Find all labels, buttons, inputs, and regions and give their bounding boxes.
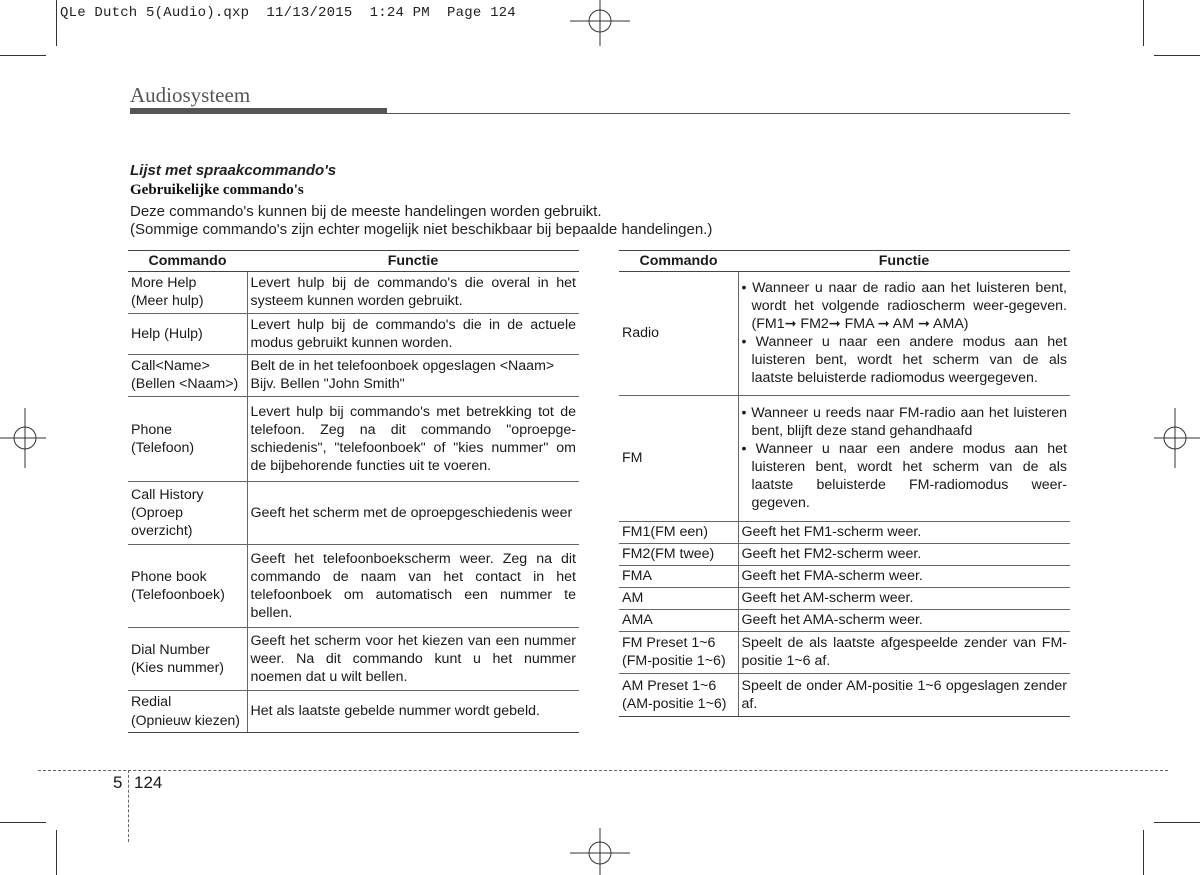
crop-mark-top-right-h (1154, 55, 1200, 56)
crop-mark-top-left-h (0, 55, 46, 56)
command-name: Call History (131, 486, 204, 503)
command-translation: (Meer hulp) (131, 293, 204, 309)
command-cell (619, 272, 738, 396)
command-name: FM Preset 1~6 (622, 635, 716, 651)
command-cell (128, 545, 247, 628)
left-command-table (128, 250, 579, 733)
command-cell (619, 566, 738, 588)
command-cell (619, 522, 738, 544)
section-title: Audiosysteem (130, 83, 251, 107)
function-cell: Speelt de als laatste afgespeelde zender van FM-positie 1~6 af. (738, 632, 1070, 674)
function-cell: Geeft het telefoonboekscherm weer. Zeg na dit commando de naam van het contact in het telefoonboek om automatisch een nummer te bellen. (247, 545, 579, 628)
command-name: AM (622, 590, 644, 606)
command-name: FM1(FM een) (622, 524, 708, 540)
table-row (128, 314, 579, 355)
command-translation: (Bellen <Naam>) (131, 376, 239, 392)
header-rule-thin (387, 113, 1070, 114)
table-row (619, 272, 1070, 396)
command-translation: (Kies nummer) (131, 659, 225, 676)
command-translation: (Telefoonboek) (131, 586, 225, 603)
command-cell (128, 355, 247, 397)
crop-mark-top-right-v (1143, 0, 1144, 46)
column-header-functie: Functie (247, 251, 579, 272)
command-translation: (Telefoon) (131, 439, 195, 456)
table-row (619, 522, 1070, 544)
function-cell (738, 396, 1070, 522)
table-row (128, 272, 579, 314)
table-row (619, 610, 1070, 632)
command-name: FM2(FM twee) (622, 546, 715, 562)
function-cell: Levert hulp bij de commando's die in de actuele modus gebruikt kunnen worden. (247, 314, 579, 355)
function-cell: Geeft het AMA-scherm weer. (738, 610, 1070, 632)
command-cell (128, 482, 247, 545)
section-number: 5 (113, 773, 123, 792)
table-row (619, 544, 1070, 566)
command-cell (619, 674, 738, 717)
intro-line-2: (Sommige commando's zijn echter mogelijk niet beschikbaar bij bepaalde handelingen.) (130, 221, 713, 238)
table-row (619, 674, 1070, 717)
bullet-item: • Wanneer u naar de radio aan het luisteren bent, wordt het volgende radioscherm weer-gegeven. (FM1➞ FM2➞ FMA ➞ AM ➞ AMA) (741, 280, 1067, 332)
command-cell (128, 272, 247, 314)
crop-mark-top-left-v (56, 0, 57, 46)
command-cell (128, 397, 247, 482)
command-cell (128, 628, 247, 691)
function-cell: Geeft het FMA-scherm weer. (738, 566, 1070, 588)
crop-mark-bottom-left-v (56, 830, 57, 875)
table-row (128, 691, 579, 733)
bullet-item: • Wanneer u naar een andere modus aan het luisteren bent, wordt het scherm van de als laatste beluisterde FM-radiomodus weer-gegeven. (741, 441, 1067, 511)
function-cell: Geeft het FM2-scherm weer. (738, 544, 1070, 566)
subtitle: Lijst met spraakcommando's (130, 162, 337, 179)
command-name: Call<Name> (131, 358, 210, 374)
command-name: FM (622, 450, 643, 466)
command-name: Help (Hulp) (131, 325, 203, 342)
table-row (619, 632, 1070, 674)
function-cell: Levert hulp bij de commando's die overal in het systeem kunnen worden gebruikt. (247, 272, 579, 314)
function-cell: Geeft het scherm met de oproepgeschiedenis weer (247, 482, 579, 545)
function-cell: Het als laatste gebelde nummer wordt gebeld. (247, 691, 579, 733)
registration-mark-right-icon (1154, 408, 1200, 468)
command-name: AM Preset 1~6 (622, 677, 717, 694)
footer-dashed-divider (128, 770, 129, 842)
function-cell: Levert hulp bij commando's met betrekking tot de telefoon. Zeg na dit commando "oproepge-schiedenis", "telefoonboek" of "kies nummer" om de bijbehorende functies uit te voeren. (247, 397, 579, 482)
command-cell (128, 691, 247, 733)
table-row (128, 355, 579, 397)
command-name: Phone (131, 421, 173, 438)
bullet-item: • Wanneer u reeds naar FM-radio aan het luisteren bent, blijft deze stand gehandhaafd (741, 405, 1067, 439)
command-translation: (Oproep overzicht) (131, 504, 193, 539)
page-number: 124 (134, 773, 163, 792)
print-slug: QLe Dutch 5(Audio).qxp 11/13/2015 1:24 PM Page 124 (60, 5, 516, 21)
registration-mark-left-icon (0, 408, 46, 468)
table-row (619, 566, 1070, 588)
command-name: Phone book (131, 568, 207, 585)
intro-line-1: Deze commando's kunnen bij de meeste handelingen worden gebruikt. (130, 203, 602, 220)
column-header-commando: Commando (128, 251, 247, 272)
command-name: AMA (622, 612, 653, 628)
command-name: FMA (622, 568, 652, 584)
table-row (128, 628, 579, 691)
table-row (128, 482, 579, 545)
table-row (128, 545, 579, 628)
command-cell (619, 588, 738, 610)
function-cell: Geeft het FM1-scherm weer. (738, 522, 1070, 544)
command-cell (619, 632, 738, 674)
command-cell (619, 396, 738, 522)
command-translation: (FM-positie 1~6) (622, 653, 726, 669)
command-name: Dial Number (131, 641, 210, 658)
function-cell (738, 272, 1070, 396)
crop-mark-bottom-left-h (0, 822, 46, 823)
crop-mark-bottom-right-v (1143, 830, 1144, 875)
command-name: More Help (131, 275, 197, 291)
column-header-functie: Functie (738, 251, 1070, 272)
table-row (619, 396, 1070, 522)
command-name: Redial (131, 693, 172, 710)
column-header-commando: Commando (619, 251, 738, 272)
table-row (619, 588, 1070, 610)
table-heading: Gebruikelijke commando's (130, 182, 304, 198)
header-rule-thick (130, 108, 387, 114)
bullet-item: • Wanneer u naar een andere modus aan het luisteren bent, wordt het scherm van de als laatste beluisterde radiomodus weergegeven. (741, 334, 1067, 386)
right-command-table (619, 250, 1070, 717)
footer-dashed-rule (38, 770, 1168, 771)
function-cell: Speelt de onder AM-positie 1~6 opgeslagen zender af. (738, 674, 1070, 717)
command-cell (619, 544, 738, 566)
function-cell: Geeft het scherm voor het kiezen van een nummer weer. Na dit commando kunt u het nummer noemen dat u wilt bellen. (247, 628, 579, 691)
table-row (128, 397, 579, 482)
registration-mark-top-icon (570, 0, 630, 46)
command-cell (619, 610, 738, 632)
table-header-row (128, 251, 579, 272)
command-cell (128, 314, 247, 355)
command-translation: (AM-positie 1~6) (622, 695, 727, 712)
function-cell: Belt de in het telefoonboek opgeslagen <Naam> Bijv. Bellen "John Smith" (247, 355, 579, 397)
table-header-row (619, 251, 1070, 272)
crop-mark-bottom-right-h (1154, 822, 1200, 823)
function-cell: Geeft het AM-scherm weer. (738, 588, 1070, 610)
command-name: Radio (622, 325, 660, 341)
registration-mark-bottom-icon (570, 828, 630, 875)
command-translation: (Opnieuw kiezen) (131, 711, 240, 728)
